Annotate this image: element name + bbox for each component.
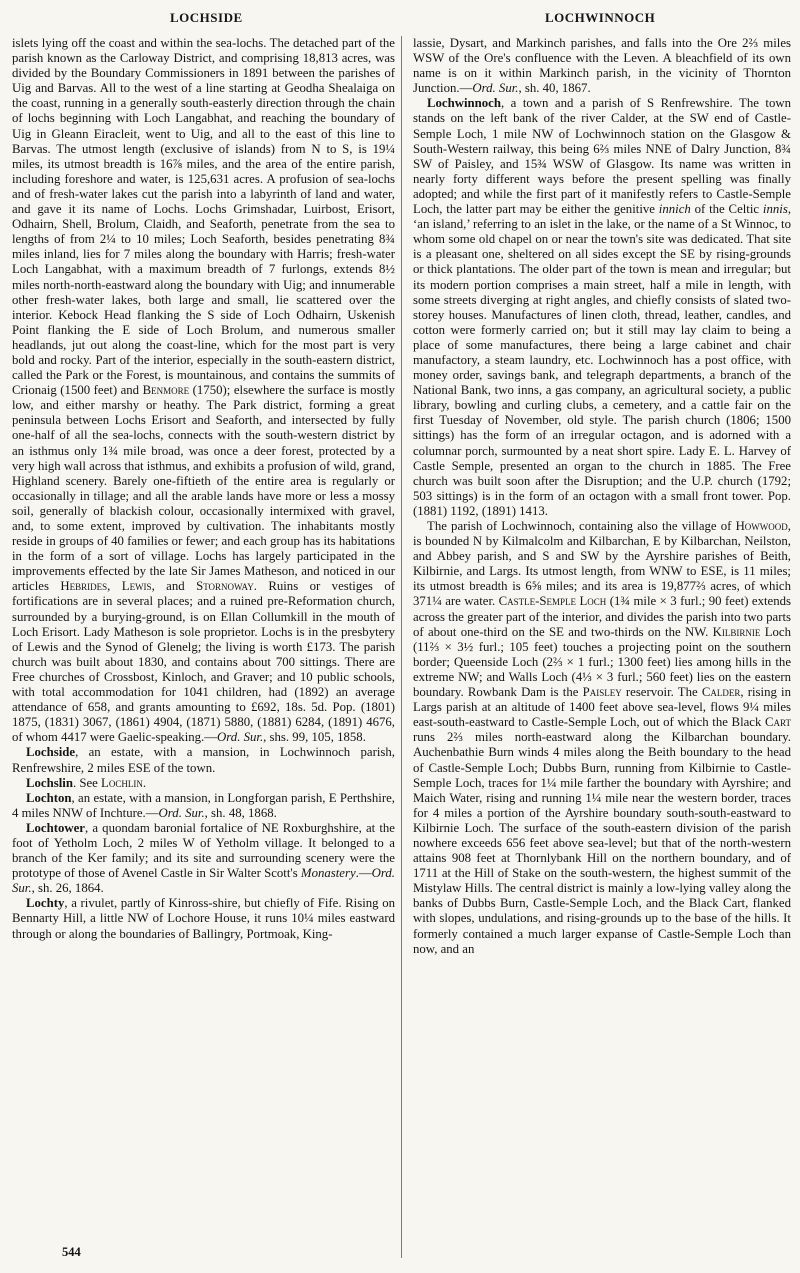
entry-text: , ‘an island,’ referring to an islet in the lake, or the name of a St Winnoc, to whom some old chapel on or near the town's site was dedicated. That site is a pleasant one, sheltered on all sides except the SE by rising-grounds or thick plantations. The older part of the town is mean and irregular; but its modern portion comprises a main street, half a mile in length, with some streets diverging at right angles, and chiefly consists of slated two-storey houses. Manufactures of linen cloth, thread, leather, candles, and cotton were formerly carried on; but it still may lay claim to being a place of some manufactures, there being a large cabinet and chair manufactory, a steam laundry, etc. Lochwinnoch has a post office, with money order, savings bank, and telegraph departments, a branch of the National Bank, two inns, a gas company, an agricultural society, a public library, bowling and curling clubs, a cemetery, and a cattle fair on the first Tuesday of November, old style. The parish church (1806; 1500 sittings) has the form of an irregular octagon, and is adorned with a columnar porch, surmounted by a neat short spire. Lady E. L. Harvey of Castle Semple, presented an organ to the church in 1885. The Free church was built soon after the Disruption; and the U.P. church (1792; 503 sittings) is in the form of an octagon with a small front tower. Pop. (1881) 1192, (1891) 1413. [413, 202, 792, 518]
left-column [12, 36, 395, 942]
cross-ref-kilbirnie: Kilbirnie [712, 624, 761, 639]
entry-text: , rising in Largs parish at an altitude of 1400 feet above sea-level, flows 9¼ miles east-south-eastward to Castle-Semple Loch, out of which the Black [413, 685, 791, 730]
lochty-entry-continuation [413, 36, 791, 96]
text-run: , [107, 579, 122, 594]
text-run: (1750); elsewhere the surface is mostly low, and either marshy or heathy. The Park district, forming a great peninsula between Lochs Erisort and Seaforth, and intersected by fully one-half of all the sea-lochs, connects with the south-western district by an isthmus only 1¾ mile broad, was once a deer forest, protected by a very high wall across that isthmus, and exhibits a profusion of wild, grand, Highland scenery. Barely one-fiftieth of the entire area is regularly or occasionally in tillage; and all the arable lands have more or less a mossy soil, generally of blackish colour, occasionally intermixed with gravel, and, to some extent, improved by cultivation. The inhabitants mostly reside in groups of 40 families or fewer; and each group has its habitations in the form of a sort of village. Lochs has largely participated in the improvements effected by the late Sir James Matheson, and noticed in our articles [12, 383, 395, 594]
entry-lochty [12, 896, 395, 941]
entry-text: , a rivulet, partly of Kinross-shire, but chiefly of Fife. Rising on Bennarty Hill, a little NW of Lochore House, it runs 10¼ miles eastward through or along the boundaries of Ballingry, Portmoak, King- [12, 896, 395, 941]
headword: Lochtower [26, 820, 85, 835]
running-head [0, 8, 800, 30]
entry-text: , sh. 26, 1864. [31, 881, 104, 896]
entry-text: . See [72, 775, 102, 790]
entry-lochtower [12, 821, 395, 896]
cross-ref-castle-semple-loch: Castle-Semple Loch [498, 594, 607, 609]
entry-text: (1¾ mile × 3 furl.; 90 feet) extends across the greater part of the interior, and divides the parish into two parts of about one-third on the SE and two-thirds on the NW. [413, 594, 791, 639]
entry-lochwinnoch [413, 96, 791, 519]
cross-ref-lochlin: Lochlin [101, 775, 143, 790]
cross-ref-calder: Calder [701, 685, 741, 700]
lochs-entry-continuation [12, 36, 395, 745]
headword: Lochslin [26, 775, 73, 790]
text-run: , sh. 40, 1867. [518, 81, 591, 96]
text-run: . Ruins or vestiges of fortifications are in several places; and a ruined pre-Reformation church, surrounded by a burying-ground, is on Ellan Collumkill in the mouth of Loch Erisort. Lady Matheson is sole proprietor. Lochs is in the presbytery of Lewis and the Synod of Glenelg; the living is worth £173. The parish church was built about 1830, and contains about 700 sittings. There are Free churches of Crossbost, Kinloch, and Graver; and 10 public schools, with total accommodation for 1041 children, had (1892) an average attendance of 658, and grants amounting to £692, 18s. 5d. Pop. (1801) 1875, (1831) 3067, (1861) 4904, (1871) 5880, (1881) 6284, (1891) 4676, of whom 4417 were Gaelic-speaking.— [12, 579, 395, 745]
entry-text: reservoir. The [621, 685, 702, 700]
headword: Lochwinnoch [427, 96, 501, 111]
gaelic-word: innich [658, 202, 691, 217]
cross-ref-hebrides: Hebrides [60, 579, 108, 594]
entry-text: Loch (11⅔ × 3½ furl.; 105 feet) touches a projecting point on the southern border; Queenside Loch (2⅔ × 1 furl.; 1300 feet) lies among hills in the extreme NW; and Walls Loch (4⅓ × 3 furl.; 560 feet) lies on the eastern boundary. Rowbank Dam is the [413, 624, 791, 700]
entry-lochton [12, 791, 395, 821]
headword: Lochty [26, 896, 65, 911]
survey-ref: Ord. Sur. [158, 805, 205, 820]
entry-text: , a town and a parish of S Renfrewshire. The town stands on the left bank of the river Calder, at the SW end of Castle-Semple Loch, 1 mile NW of Lochwinnoch station on the Glasgow & South-Western railway, this being 6⅔ miles NNE of Dalry Junction, 8¾ SW of Paisley, and 15¾ WSW of Glasgow. Its name was written in nearly forty different ways before the present spelling was finally adopted; and while the first part of it manifestly refers to Castle-Semple Loch, the latter part may be either the genitive [413, 96, 791, 217]
entry-text: .— [355, 866, 372, 881]
cross-ref-cart: Cart [765, 715, 791, 730]
survey-ref: Ord. Sur. [12, 866, 395, 896]
entry-lochside [12, 745, 395, 775]
entry-text: , an estate, with a mansion, in Lochwinnoch parish, Renfrewshire, 2 miles ESE of the town. [12, 745, 395, 775]
entry-text: The parish of Lochwinnoch, containing also the village of [427, 519, 736, 533]
text-run: lassie, Dysart, and Markinch parishes, and falls into the Ore 2⅔ miles WSW of the Ore's confluence with the Leven. A bleachfield of its own name is on it within Markinch parish, in the vicinity of Thornton Junction.— [413, 36, 791, 96]
cross-ref-lewis: Lewis [121, 579, 152, 594]
entry-text: , is bounded N by Kilmalcolm and Kilbarchan, E by Kilbarchan, Neilston, and Abbey parish, and S and SW by the Ayrshire parishes of Beith, Kilbirnie, and Largs. Its utmost length, from WNW to ESE, is 11 miles; its utmost breadth is 6⅝ miles; and its area is 19,877⅔ acres, of which 371¼ are water. [413, 519, 791, 609]
running-head-left: LOCHSIDE [170, 10, 243, 25]
entry-text: , sh. 48, 1868. [204, 805, 277, 820]
gaelic-word: innis [762, 202, 788, 217]
entry-text: , a quondam baronial fortalice of NE Roxburghshire, at the foot of Yetholm Loch, 2 miles W of Yetholm village. It belonged to a branch of the Ker family; and its site and surrounding scenery were the prototype of those of Avenel Castle in Sir Walter Scott's [12, 820, 395, 881]
entry-lochslin [12, 776, 395, 791]
page-number: 544 [62, 1245, 81, 1259]
cross-ref-benmore: Benmore [142, 383, 190, 398]
entry-text: of the Celtic [690, 202, 763, 217]
cross-ref-paisley: Paisley [582, 685, 622, 700]
headword: Lochton [26, 790, 72, 805]
entry-text: . [142, 775, 147, 790]
cross-ref-howwood: Howwood [735, 519, 788, 533]
text-run: , shs. 99, 105, 1858. [263, 730, 366, 745]
headword: Lochside [26, 745, 76, 760]
entry-text: , an estate, with a mansion, in Longforgan parish, E Perthshire, 4 miles NNW of Inchture.— [12, 790, 395, 820]
text-run: , and [151, 579, 197, 594]
running-head-right: LOCHWINNOCH [545, 10, 656, 25]
entry-text: runs 2⅔ miles north-eastward along the Kilbarchan boundary. Auchenbathie Burn winds 4 miles along the Beith boundary to the head of Castle-Semple Loch; Dubbs Burn, running from Kilbirnie to Castle-Semple Loch, traces for 1¼ mile farther the boundary with Ayrshire; and Maich Water, rising and running 1¼ mile near the western border, traces for 4 miles a portion of the Ayrshire boundary south-south-eastward to Kilbirnie Loch. The surface of the south-eastern division of the parish nowhere exceeds 656 feet above sea-level; but that of the north-western attains 908 feet at Thornlybank Hill on the northern boundary, and of 1711 at the Hill of Stake on the south-western, the highest summit of the Mistylaw Hills. The central district is mainly a low-lying valley along the banks of Dubbs Burn, Castle-Semple Loch, and the Black Cart, flanked with slopes, undulations, and rising-grounds up to the base of the hills. It formerly contained a much larger expanse of Castle-Semple Loch than now, and an [413, 730, 791, 956]
cross-ref-stornoway: Stornoway [196, 579, 254, 594]
column-divider [401, 36, 402, 1258]
lochwinnoch-parish-paragraph [413, 519, 791, 957]
text-run: islets lying off the coast and within the sea-lochs. The detached part of the parish known as the Carloway District, and comprising 18,813 acres, was divided by the Boundary Commissioners in 1891 between the parishes of Uig and Barvas. All to the west of a line starting at Geodha Shealaiga on the coast, running in a generally south-easterly direction through the chain of lochs beginning with Loch Langabhat, and reaching the boundary of Uig in Gleann Eiracleit, went to Uig, and all to the east of this line to Barvas. The utmost length (exclusive of islands) from N to S, is 19¼ miles, its utmost breadth is 16⅞ miles, and the area of the entire parish, including foreshore and water, is 125,631 acres. A profusion of sea-lochs and of fresh-water lakes cut the parish into a labyrinth of land and water, and gave it its name of Lochs. Lochs Grimshadar, Luirbost, Erisort, Odhairn, Shell, Brolum, Claidh, and Seaforth, penetrate from the sea to lengths of from 2¼ to 10 miles; Loch Seaforth, besides penetrating 8¾ miles inland, lies for 7 miles along the boundary with Harris; fresh-water Loch Langabhat, with a maximum breadth of 7 furlongs, extends 8½ miles north-north-eastward along the boundary with Uig; and innumerable other fresh-water lakes, both large and small, lie scattered over the interior. Kebock Head flanking the S side of Loch Odhairn, Uskenish Point flanking the E side of Loch Brolum, and numerous smaller headlands, jut out along the coast-line, which for the most part is very bold and rocky. Part of the interior, especially in the south-eastern district, called the Park or the Forest, is mountainous, and contains the summits of Crionaig (1500 feet) and [12, 36, 395, 398]
right-column [413, 36, 791, 957]
survey-ref: Ord. Sur. [472, 81, 519, 96]
survey-ref: Ord. Sur. [217, 730, 264, 745]
book-title: Monastery [300, 866, 356, 881]
